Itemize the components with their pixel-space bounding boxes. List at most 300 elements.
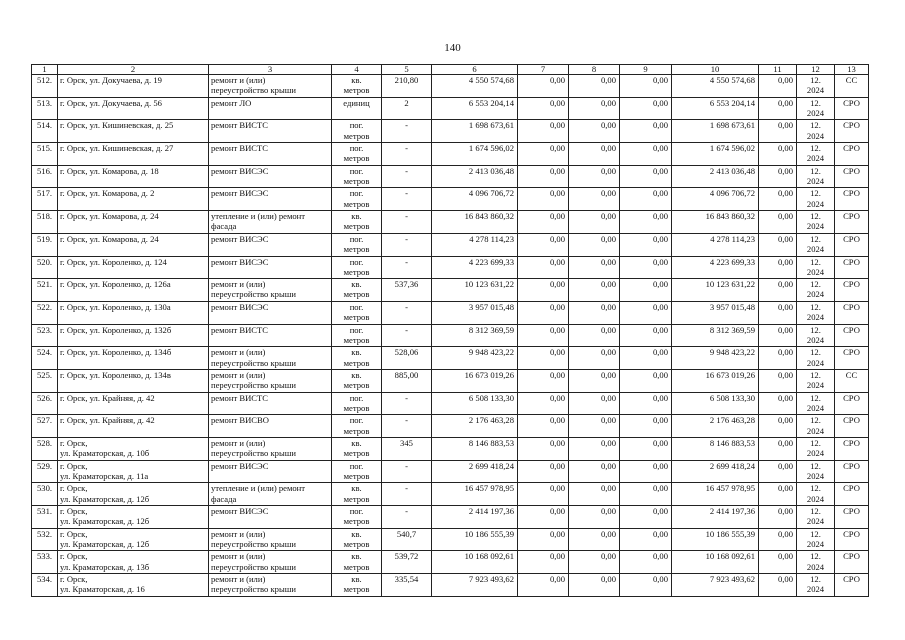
col9-cell <box>620 256 672 279</box>
source-value: СРО <box>843 574 860 585</box>
table-row <box>32 75 869 98</box>
row-number: 515. <box>36 143 53 154</box>
col10-cell <box>672 347 759 370</box>
work-type-line: ремонт ВИСЭС <box>211 506 269 517</box>
deadline-line: 12. <box>810 438 821 448</box>
unit-line: кв. <box>351 574 362 585</box>
unit-line: метров <box>343 289 370 300</box>
unit-cell <box>332 551 382 574</box>
unit-cell <box>332 75 382 98</box>
source-cell <box>835 301 869 324</box>
source-value: СРО <box>843 188 860 199</box>
quantity-value: - <box>405 460 408 471</box>
address-line: г. Орск, <box>60 574 88 585</box>
quantity-cell <box>382 75 432 98</box>
deadline-line: 2024 <box>806 289 825 300</box>
deadline-line: 2024 <box>806 470 825 481</box>
col11-value: 0,00 <box>777 233 793 244</box>
unit-line: метров <box>343 402 370 413</box>
address-line: ул. Краматорская, д. 12б <box>60 516 150 527</box>
deadline-cell <box>797 438 835 461</box>
deadline-line: 12. <box>810 506 821 517</box>
row-number-cell <box>32 279 58 302</box>
total-cost-cell <box>432 369 518 392</box>
work-type-line: ремонт ВИСЭС <box>211 256 269 267</box>
total-cost-cell <box>432 528 518 551</box>
col8-value: 0,00 <box>600 233 616 244</box>
deadline-line: 2024 <box>806 198 825 209</box>
quantity-value: - <box>405 506 408 517</box>
col11-cell <box>759 188 797 211</box>
total-cost-value: 4 550 574,68 <box>468 75 514 85</box>
address-line: г. Орск, ул. Короленко, д. 126а <box>60 279 171 290</box>
row-number: 525. <box>36 369 53 380</box>
col7-cell <box>518 551 569 574</box>
deadline-line: 2024 <box>806 176 825 187</box>
total-cost-value: 10 168 092,61 <box>464 551 514 562</box>
total-cost-cell <box>432 188 518 211</box>
unit-line: метров <box>343 425 370 436</box>
col9-cell <box>620 528 672 551</box>
col10-value: 4 223 699,33 <box>709 256 755 267</box>
col7-cell <box>518 233 569 256</box>
total-cost-value: 10 186 555,39 <box>464 528 514 539</box>
source-cell <box>835 211 869 234</box>
unit-cell <box>332 165 382 188</box>
work-type-line: фасада <box>211 221 237 232</box>
row-number-cell <box>32 415 58 438</box>
address-line: ул. Краматорская, д. 11а <box>60 470 149 481</box>
unit-line: пог. <box>349 415 364 426</box>
source-cell <box>835 574 869 597</box>
address-cell <box>58 551 209 574</box>
col11-value: 0,00 <box>777 165 793 176</box>
col8-cell <box>569 369 620 392</box>
col10-value: 16 673 019,26 <box>705 369 755 380</box>
row-number-cell <box>32 211 58 234</box>
deadline-cell <box>797 165 835 188</box>
row-number: 526. <box>36 392 53 403</box>
deadline-line: 12. <box>810 279 821 290</box>
deadline-line: 2024 <box>806 561 825 572</box>
quantity-value: - <box>405 324 408 335</box>
table-row <box>32 574 869 597</box>
col11-cell <box>759 211 797 234</box>
row-number-cell <box>32 392 58 415</box>
quantity-value: 210,80 <box>394 75 419 85</box>
unit-line: кв. <box>351 551 362 562</box>
work-type-cell <box>209 415 332 438</box>
col7-cell <box>518 256 569 279</box>
row-number: 524. <box>36 347 53 358</box>
quantity-cell <box>382 460 432 483</box>
col10-cell <box>672 256 759 279</box>
col7-value: 0,00 <box>549 75 565 85</box>
deadline-cell <box>797 506 835 529</box>
col11-value: 0,00 <box>777 211 793 222</box>
quantity-cell <box>382 120 432 143</box>
work-type-cell <box>209 97 332 120</box>
col9-cell <box>620 301 672 324</box>
col11-cell <box>759 165 797 188</box>
col8-cell <box>569 415 620 438</box>
unit-cell <box>332 256 382 279</box>
deadline-cell <box>797 143 835 166</box>
table-body <box>32 75 869 597</box>
source-value: СРО <box>843 256 860 267</box>
col9-cell <box>620 279 672 302</box>
quantity-cell <box>382 143 432 166</box>
column-header: 11 <box>759 65 797 75</box>
quantity-cell <box>382 392 432 415</box>
total-cost-value: 1 698 673,61 <box>468 120 514 131</box>
unit-cell <box>332 347 382 370</box>
col7-value: 0,00 <box>549 574 565 585</box>
quantity-cell <box>382 506 432 529</box>
unit-line: пог. <box>349 392 364 403</box>
source-cell <box>835 233 869 256</box>
source-value: СРО <box>843 551 860 562</box>
col9-value: 0,00 <box>652 165 668 176</box>
quantity-value: - <box>405 301 408 312</box>
source-value: СРО <box>843 301 860 312</box>
quantity-cell <box>382 165 432 188</box>
col10-cell <box>672 415 759 438</box>
col10-cell <box>672 438 759 461</box>
total-cost-value: 2 699 418,24 <box>468 460 514 471</box>
deadline-cell <box>797 415 835 438</box>
address-cell <box>58 369 209 392</box>
unit-line: пог. <box>349 301 364 312</box>
source-cell <box>835 369 869 392</box>
table-row <box>32 97 869 120</box>
quantity-value: 537,36 <box>394 279 419 290</box>
source-cell <box>835 415 869 438</box>
col10-value: 2 414 197,36 <box>709 506 755 517</box>
quantity-value: - <box>405 392 408 403</box>
row-number-cell <box>32 551 58 574</box>
total-cost-cell <box>432 143 518 166</box>
row-number: 533. <box>36 551 53 562</box>
deadline-cell <box>797 460 835 483</box>
deadline-cell <box>797 233 835 256</box>
table-row <box>32 528 869 551</box>
col9-value: 0,00 <box>652 438 668 448</box>
unit-line: метров <box>343 244 370 255</box>
row-number: 518. <box>36 211 53 222</box>
address-line: г. Орск, ул. Короленко, д. 134б <box>60 347 172 358</box>
unit-cell <box>332 483 382 506</box>
col11-cell <box>759 551 797 574</box>
deadline-line: 12. <box>810 165 821 176</box>
col8-cell <box>569 438 620 461</box>
col7-cell <box>518 301 569 324</box>
col9-value: 0,00 <box>652 143 668 154</box>
address-line: г. Орск, ул. Кишиневская, д. 25 <box>60 120 174 131</box>
quantity-cell <box>382 211 432 234</box>
col8-cell <box>569 279 620 302</box>
work-type-cell <box>209 233 332 256</box>
col7-cell <box>518 143 569 166</box>
address-line: г. Орск, ул. Докучаева, д. 19 <box>60 75 162 85</box>
source-value: СРО <box>843 460 860 471</box>
col11-value: 0,00 <box>777 75 793 85</box>
table-row <box>32 483 869 506</box>
row-number: 516. <box>36 165 53 176</box>
deadline-line: 2024 <box>806 402 825 413</box>
col11-cell <box>759 369 797 392</box>
col10-value: 2 699 418,24 <box>709 460 755 471</box>
table-row <box>32 347 869 370</box>
quantity-value: - <box>405 483 408 494</box>
col11-cell <box>759 483 797 506</box>
column-header: 1 <box>32 65 58 75</box>
address-line: г. Орск, <box>60 528 88 539</box>
col7-value: 0,00 <box>549 211 565 222</box>
col11-value: 0,00 <box>777 392 793 403</box>
col11-value: 0,00 <box>777 120 793 131</box>
total-cost-cell <box>432 256 518 279</box>
deadline-line: 2024 <box>806 425 825 436</box>
source-value: СРО <box>843 97 860 108</box>
deadline-line: 2024 <box>806 130 825 141</box>
col10-cell <box>672 392 759 415</box>
quantity-cell <box>382 369 432 392</box>
col7-cell <box>518 483 569 506</box>
col10-cell <box>672 460 759 483</box>
address-cell <box>58 301 209 324</box>
deadline-cell <box>797 574 835 597</box>
col11-value: 0,00 <box>777 347 793 358</box>
col11-cell <box>759 347 797 370</box>
source-value: СРО <box>843 483 860 494</box>
col11-value: 0,00 <box>777 143 793 154</box>
col10-cell <box>672 165 759 188</box>
col7-value: 0,00 <box>549 347 565 358</box>
col11-value: 0,00 <box>777 528 793 539</box>
col11-value: 0,00 <box>777 301 793 312</box>
source-cell <box>835 347 869 370</box>
row-number: 513. <box>36 97 53 108</box>
work-type-line: переустройство крыши <box>211 584 296 595</box>
total-cost-cell <box>432 211 518 234</box>
unit-line: кв. <box>351 369 362 380</box>
col9-cell <box>620 143 672 166</box>
address-line: г. Орск, ул. Короленко, д. 130а <box>60 301 171 312</box>
address-cell <box>58 483 209 506</box>
work-type-line: ремонт ЛО <box>211 97 252 108</box>
unit-line: кв. <box>351 75 362 85</box>
source-cell <box>835 324 869 347</box>
col8-value: 0,00 <box>600 574 616 585</box>
unit-line: метров <box>343 153 370 164</box>
row-number-cell <box>32 301 58 324</box>
work-type-line: ремонт ВИСЭС <box>211 460 269 471</box>
row-number-cell <box>32 256 58 279</box>
col9-value: 0,00 <box>652 279 668 290</box>
col10-cell <box>672 143 759 166</box>
col10-cell <box>672 233 759 256</box>
col11-cell <box>759 506 797 529</box>
total-cost-value: 1 674 596,02 <box>468 143 514 154</box>
col9-cell <box>620 574 672 597</box>
row-number-cell <box>32 347 58 370</box>
col10-value: 8 146 883,53 <box>709 438 755 448</box>
deadline-line: 12. <box>810 233 821 244</box>
source-value: СРО <box>843 506 860 517</box>
col10-cell <box>672 483 759 506</box>
unit-cell <box>332 392 382 415</box>
col9-value: 0,00 <box>652 75 668 85</box>
col11-cell <box>759 233 797 256</box>
total-cost-value: 2 414 197,36 <box>468 506 514 517</box>
work-type-line: переустройство крыши <box>211 357 296 368</box>
source-value: СРО <box>843 279 860 290</box>
col8-value: 0,00 <box>600 369 616 380</box>
col8-value: 0,00 <box>600 415 616 426</box>
col8-value: 0,00 <box>600 279 616 290</box>
source-cell <box>835 75 869 98</box>
col8-value: 0,00 <box>600 506 616 517</box>
source-cell <box>835 551 869 574</box>
unit-line: кв. <box>351 438 362 448</box>
col9-cell <box>620 438 672 461</box>
deadline-cell <box>797 75 835 98</box>
col7-value: 0,00 <box>549 301 565 312</box>
unit-line: метров <box>343 130 370 141</box>
quantity-value: 885,00 <box>394 369 419 380</box>
address-line: г. Орск, ул. Короленко, д. 134в <box>60 369 171 380</box>
work-type-line: ремонт и (или) <box>211 369 266 380</box>
row-number: 512. <box>36 75 53 85</box>
unit-line: метров <box>343 357 370 368</box>
address-line: ул. Краматорская, д. 12б <box>60 493 150 504</box>
unit-line: пог. <box>349 143 364 154</box>
col10-cell <box>672 120 759 143</box>
table-row <box>32 188 869 211</box>
col11-value: 0,00 <box>777 460 793 471</box>
total-cost-value: 4 278 114,23 <box>469 233 514 244</box>
total-cost-value: 8 312 369,59 <box>468 324 514 335</box>
row-number: 517. <box>36 188 53 199</box>
col10-value: 1 674 596,02 <box>709 143 755 154</box>
work-type-cell <box>209 483 332 506</box>
col8-cell <box>569 483 620 506</box>
col7-value: 0,00 <box>549 551 565 562</box>
address-cell <box>58 279 209 302</box>
deadline-cell <box>797 211 835 234</box>
address-line: ул. Краматорская, д. 12б <box>60 539 150 550</box>
deadline-line: 2024 <box>806 516 825 527</box>
column-header: 7 <box>518 65 569 75</box>
col10-value: 6 553 204,14 <box>709 97 755 108</box>
quantity-value: 345 <box>400 438 413 448</box>
col11-cell <box>759 301 797 324</box>
col11-value: 0,00 <box>777 256 793 267</box>
unit-cell <box>332 574 382 597</box>
unit-line: метров <box>343 516 370 527</box>
col7-cell <box>518 97 569 120</box>
work-type-cell <box>209 324 332 347</box>
col7-cell <box>518 347 569 370</box>
col10-cell <box>672 211 759 234</box>
unit-line: метров <box>343 312 370 323</box>
col9-value: 0,00 <box>652 233 668 244</box>
unit-line: пог. <box>349 256 364 267</box>
table-row <box>32 392 869 415</box>
col9-value: 0,00 <box>652 506 668 517</box>
total-cost-value: 6 553 204,14 <box>468 97 514 108</box>
total-cost-cell <box>432 301 518 324</box>
deadline-line: 12. <box>810 324 821 335</box>
quantity-cell <box>382 438 432 461</box>
col11-value: 0,00 <box>777 279 793 290</box>
col8-cell <box>569 324 620 347</box>
row-number-cell <box>32 165 58 188</box>
row-number-cell <box>32 574 58 597</box>
work-type-line: ремонт ВИСВО <box>211 415 269 426</box>
col11-value: 0,00 <box>777 438 793 448</box>
col11-cell <box>759 97 797 120</box>
deadline-cell <box>797 369 835 392</box>
col7-cell <box>518 392 569 415</box>
col8-cell <box>569 347 620 370</box>
deadline-line: 12. <box>810 528 821 539</box>
row-number: 529. <box>36 460 53 471</box>
address-cell <box>58 143 209 166</box>
col9-value: 0,00 <box>652 347 668 358</box>
col11-value: 0,00 <box>777 551 793 562</box>
col10-cell <box>672 301 759 324</box>
col8-cell <box>569 256 620 279</box>
quantity-cell <box>382 233 432 256</box>
address-line: г. Орск, ул. Комарова, д. 24 <box>60 233 159 244</box>
column-header: 13 <box>835 65 869 75</box>
row-number: 532. <box>36 528 53 539</box>
col7-cell <box>518 438 569 461</box>
source-value: СРО <box>843 120 860 131</box>
deadline-cell <box>797 279 835 302</box>
unit-line: метров <box>343 584 370 595</box>
col9-cell <box>620 233 672 256</box>
work-type-cell <box>209 143 332 166</box>
row-number-cell <box>32 483 58 506</box>
quantity-value: - <box>405 120 408 131</box>
unit-cell <box>332 143 382 166</box>
quantity-cell <box>382 528 432 551</box>
unit-line: пог. <box>349 460 364 471</box>
source-value: СРО <box>843 415 860 426</box>
deadline-line: 12. <box>810 415 821 426</box>
row-number-cell <box>32 143 58 166</box>
work-type-cell <box>209 528 332 551</box>
deadline-line: 2024 <box>806 221 825 232</box>
unit-line: метров <box>343 380 370 391</box>
col7-cell <box>518 574 569 597</box>
deadline-line: 12. <box>810 483 821 494</box>
row-number-cell <box>32 324 58 347</box>
work-type-cell <box>209 120 332 143</box>
unit-cell <box>332 188 382 211</box>
col9-cell <box>620 165 672 188</box>
deadline-line: 2024 <box>806 107 825 118</box>
col7-cell <box>518 188 569 211</box>
source-cell <box>835 279 869 302</box>
address-cell <box>58 347 209 370</box>
table-row <box>32 438 869 461</box>
address-cell <box>58 460 209 483</box>
work-type-line: ремонт и (или) <box>211 347 266 358</box>
